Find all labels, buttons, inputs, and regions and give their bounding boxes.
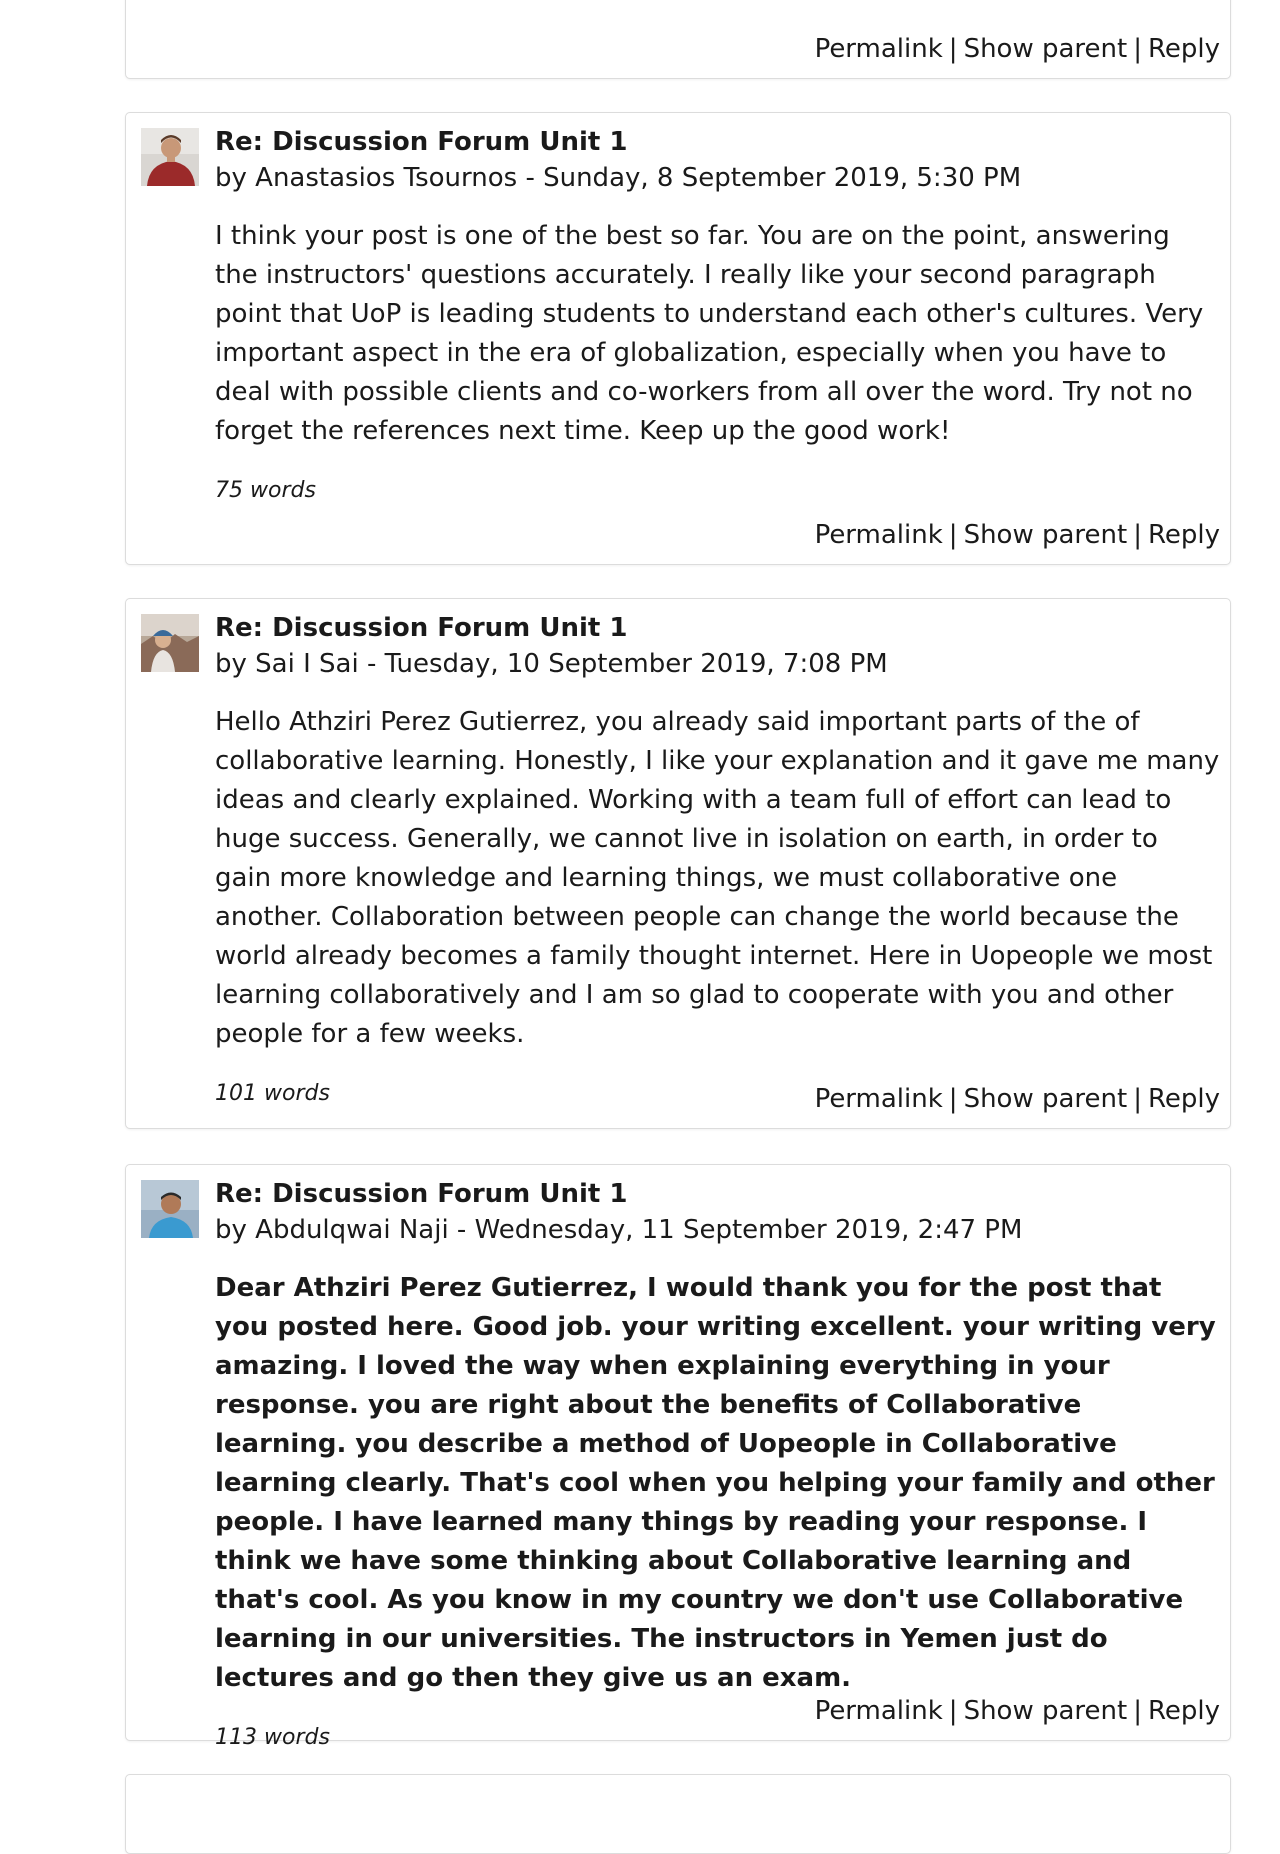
show-parent-link[interactable]: Show parent <box>963 1084 1128 1114</box>
post-word-count: 101 words <box>215 1081 330 1106</box>
post-commands <box>815 518 1220 552</box>
post-word-count: 75 words <box>215 478 316 503</box>
post-subject: Re: Discussion Forum Unit 1 <box>215 613 628 643</box>
forum-post <box>125 0 1231 79</box>
post-subject: Re: Discussion Forum Unit 1 <box>215 127 628 157</box>
user-picture-icon <box>141 1180 199 1238</box>
command-separator: | <box>1133 520 1142 550</box>
post-message: I think your post is one of the best so far. You are on the point, answering the instructors' questions accurately. I really like your second paragraph point that UoP is leading students to understand each other's cultures. Very important aspect in the era of globalization, especially when you have to deal with possible clients and co-workers from all over the word. Try not no forget the references next time. Keep up the good work! <box>215 221 1204 446</box>
reply-link[interactable]: Reply <box>1147 1696 1220 1726</box>
command-separator: | <box>948 34 958 64</box>
reply-link[interactable]: Reply <box>1147 34 1220 64</box>
forum-post <box>125 1164 1231 1750</box>
forum-post <box>125 112 1231 565</box>
forum-post <box>125 1774 1231 1854</box>
show-parent-link[interactable]: Show parent <box>963 1696 1128 1726</box>
post-commands <box>815 1694 1220 1728</box>
post-subject: Re: Discussion Forum Unit 1 <box>215 1179 628 1209</box>
post-message: Dear Athziri Perez Gutierrez, I would thank you for the post that you posted here. Good job. your writing excellent. your writing very amazing. I loved the way when explaining everything in your response. you are right about the benefits of Collaborative learning. you describe a method of Uopeople in Collaborative learning clearly. That's cool when you helping your family and other people. I have learned many things by reading your response. I think we have some thinking about Collaborative learning and that's cool. As you know in my country we don't use Collaborative learning in our universities. The instructors in Yemen just do lectures and go then they give us an exam. <box>215 1273 1216 1693</box>
avatar[interactable] <box>141 1180 199 1238</box>
command-separator: | <box>1133 34 1142 64</box>
command-separator: | <box>1133 1084 1142 1114</box>
show-parent-link[interactable]: Show parent <box>963 34 1128 64</box>
command-separator: | <box>948 520 958 550</box>
post-author-line: by Anastasios Tsournos - Sunday, 8 September 2019, 5:30 PM <box>215 163 1022 193</box>
command-separator: | <box>948 1696 958 1726</box>
post-word-count: 113 words <box>215 1725 330 1750</box>
post-message: Hello Athziri Perez Gutierrez, you already said important parts of the of collaborative learning. Honestly, I like your explanation and it gave me many ideas and clearly explained. Working with a team full of effort can lead to huge success. Generally, we cannot live in isolation on earth, in order to gain more knowledge and learning things, we must collaborative one another. Collaboration between people can change the world because the world already becomes a family thought internet. Here in Uopeople we most learning collaboratively and I am so glad to cooperate with you and other people for a few weeks. <box>215 707 1220 1049</box>
permalink-link[interactable]: Permalink <box>814 1084 943 1114</box>
permalink-link[interactable]: Permalink <box>814 1696 943 1726</box>
user-picture-icon <box>141 128 199 186</box>
reply-link[interactable]: Reply <box>1147 520 1220 550</box>
command-separator: | <box>948 1084 958 1114</box>
post-commands <box>815 1082 1220 1116</box>
avatar[interactable] <box>141 614 199 672</box>
permalink-link[interactable]: Permalink <box>814 520 943 550</box>
avatar[interactable] <box>141 128 199 186</box>
reply-link[interactable]: Reply <box>1147 1084 1220 1114</box>
post-author-line: by Sai I Sai - Tuesday, 10 September 2019, 7:08 PM <box>215 649 888 679</box>
user-picture-icon <box>141 614 199 672</box>
post-commands <box>815 32 1220 66</box>
post-author-line: by Abdulqwai Naji - Wednesday, 11 September 2019, 2:47 PM <box>215 1215 1023 1245</box>
forum-post <box>125 598 1231 1129</box>
command-separator: | <box>1133 1696 1142 1726</box>
show-parent-link[interactable]: Show parent <box>963 520 1128 550</box>
permalink-link[interactable]: Permalink <box>814 34 943 64</box>
